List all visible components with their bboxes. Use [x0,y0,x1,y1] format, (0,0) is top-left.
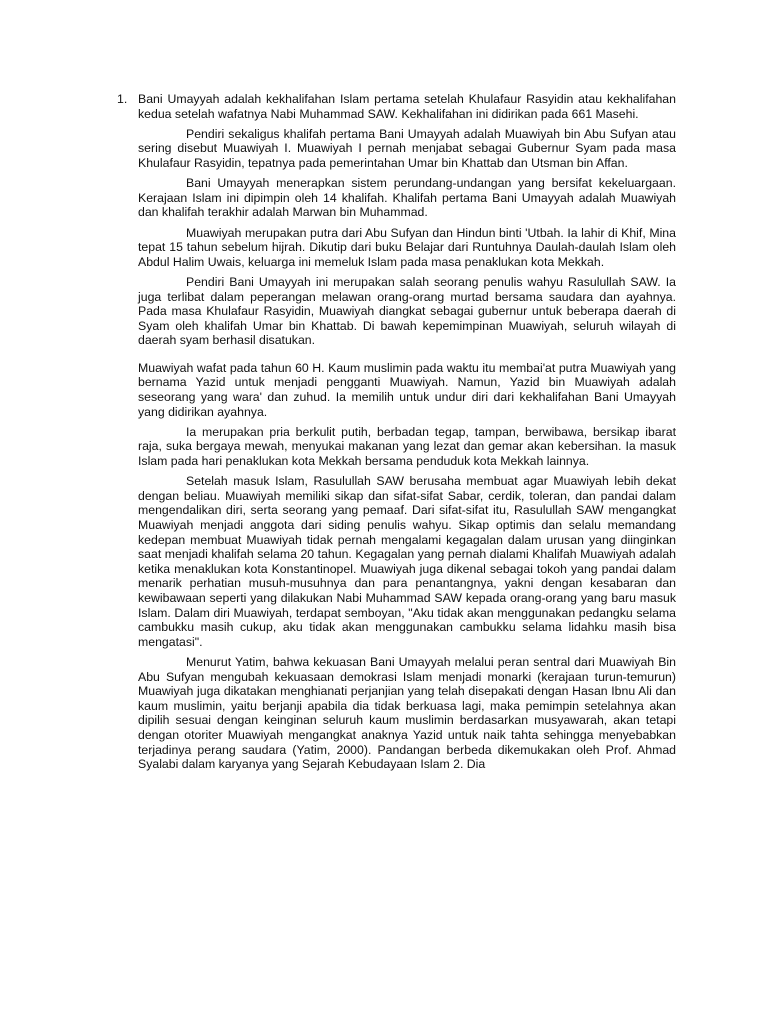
list-number: 1. [117,92,128,106]
paragraph-founder: Pendiri sekaligus khalifah pertama Bani Umayyah adalah Muawiyah bin Abu Sufyan atau sering disebut Muawiyah I. Muawiyah I pernah menjabat sebagai Gubernur Syam pada masa Khulafaur Rasyidin, tepatnya pada pemerintahan Umar bin Khattab dan Utsman bin Affan. [138,126,676,170]
paragraph-yatim: Menurut Yatim, bahwa kekuasan Bani Umayyah melalui peran sentral dari Muawiyah Bin Abu Sufyan mengubah kekuasaan demokrasi Islam menjadi monarki (kerajaan turun-temurun) Muawiyah juga dikatakan menghianati perjanjian yang telah disepakati dengan Hasan Ibnu Ali dan kaum muslimin, yaitu berjanji apabila dia tidak berkuasa lagi, maka pemimpin setelahnya akan dipilih sesuai dengan keinginan seluruh kaum muslimin berdasarkan musyawarah, akan tetapi dengan otoriter Muawiyah mengangkat anaknya Yazid untuk naik tahta sehingga menyebabkan terjadinya perang saudara (Yatim, 2000). Pandangan berbeda dikemukakan oleh Prof. Ahmad Syalabi dalam karyanya yang Sejarah Kebudayaan Islam 2. Dia [138,654,676,772]
paragraph-system: Bani Umayyah menerapkan sistem perundang-undangan yang bersifat kekeluargaan. Kerajaan Islam ini dipimpin oleh 14 khalifah. Khalifah pertama Bani Umayyah adalah Muawiyah dan khalifah terakhir adalah Marwan bin Muhammad. [138,176,676,220]
document-body [138,92,676,777]
paragraph-origin: Muawiyah merupakan putra dari Abu Sufyan dan Hindun binti 'Utbah. Ia lahir di Khif, Mina tepat 15 tahun sebelum hijrah. Dikutip dari buku Belajar dari Runtuhnya Daulah-daulah Islam oleh Abdul Halim Uwais, keluarga ini memeluk Islam pada masa penaklukan kota Mekkah. [138,225,676,269]
paragraph-wahyu-writer: Pendiri Bani Umayyah ini merupakan salah seorang penulis wahyu Rasulullah SAW. Ia juga terlibat dalam peperangan melawan orang-orang murtad bersama saudara dan ayahnya. Pada masa Khulafaur Rasyidin, Muawiyah diangkat sebagai gubernur untuk beberapa daerah di Syam oleh khalifah Umar bin Khattab. Di bawah kepemimpinan Muawiyah, seluruh wilayah di daerah syam berhasil disatukan. [138,274,676,348]
paragraph-appearance: Ia merupakan pria berkulit putih, berbadan tegap, tampan, berwibawa, bersikap ibarat raja, suka bergaya mewah, menyukai makanan yang lezat dan gemar akan kebersihan. Ia masuk Islam pada hari penaklukan kota Mekkah bersama penduduk kota Mekkah lainnya. [138,424,676,469]
paragraph-intro: Bani Umayyah adalah kekhalifahan Islam pertama setelah Khulafaur Rasyidin atau kekhalifahan kedua setelah wafatnya Nabi Muhammad SAW. Kekhalifahan ini didirikan pada 661 Masehi. [138,92,676,121]
paragraph-character: Setelah masuk Islam, Rasulullah SAW berusaha membuat agar Muawiyah lebih dekat dengan beliau. Muawiyah memiliki sikap dan sifat-sifat Sabar, cerdik, toleran, dan pandai dalam mengendalikan diri, serta seorang yang pemaaf. Dari sifat-sifat itu, Rasulullah SAW mengangkat Muawiyah menjadi anggota dari siding penulis wahyu. Sikap optimis dan selalu memandang kedepan membuat Muawiyah tidak pernah mengalami kegagalan dalam urusan yang diinginkan saat menjadi khalifah selama 20 tahun. Kegagalan yang pernah dialami Khalifah Muawiyah adalah ketika menaklukan kota Konstantinopel. Muawiyah juga dikenal sebagai tokoh yang pandai dalam menarik perhatian musuh-musuhnya dan para penantangnya, yakni dengan kesabaran dan kewibawaan seperti yang dilakukan Nabi Muhammad SAW kepada orang-orang yang baru masuk Islam. Dalam diri Muawiyah, terdapat semboyan, "Aku tidak akan menggunakan pedangku selama cambukku masih cukup, aku tidak akan menggunakan cambukku selama lidahku masih bisa mengatasi". [138,474,676,649]
paragraph-death: Muawiyah wafat pada tahun 60 H. Kaum muslimin pada waktu itu membai'at putra Muawiyah yang bernama Yazid untuk menjadi pengganti Muawiyah. Namun, Yazid bin Muawiyah adalah seseorang yang wara' dan zuhud. Ia memilih untuk undur diri dari kekhalifahan Bani Umayyah yang didirikan ayahnya. [138,360,676,419]
